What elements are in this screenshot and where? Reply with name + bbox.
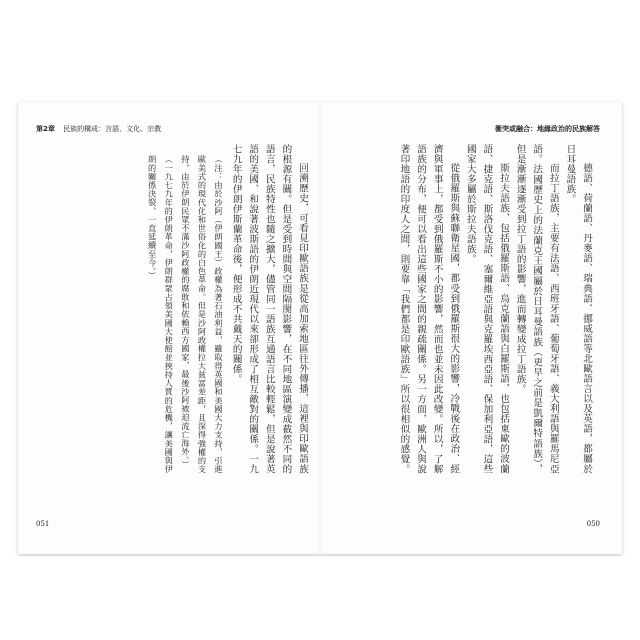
right-page-number: 050 <box>586 520 600 528</box>
left-page-number: 051 <box>36 520 50 528</box>
left-note-1: （注：由於沙阿（伊朗國王）政權為著石油利益，雖取得英國和美國大力支持，引進歐美式的現代化和世俗化的白色革命。但是沙阿政權拉大貧富差距，且深得強權的支持，由於伊朗民眾不滿沙阿政權的腐敗和依賴西方國家，最後沙阿被迫流亡海外。） <box>180 155 225 474</box>
right-paragraph-1: 德語、荷蘭語、丹麥語、瑞典語、挪威語等北歐語言以及英語，都屬於日耳曼語族。 <box>564 144 592 474</box>
right-paragraph-4: 從俄羅斯與蘇聯衛星國，都受到俄羅斯很大的影響，冷戰後在政治、經濟與軍事上，都受到俄羅斯不小的影響，然而也並未因此改變。所以，了解語族的分布，便可以看出這些國家之間的親疏關係。另一方面，歐洲人與說著印地語的印度人之間，則要靠「我們都是印歐語族」所以很相似的感覺。 <box>398 144 460 474</box>
right-page-header: 衝突或融合：地緣政治的民族解答 <box>495 125 600 133</box>
left-page-body <box>88 144 310 474</box>
right-paragraph-3: 斯拉夫語族，包括俄羅斯語、烏克蘭語與白羅斯語，也包括東歐的波蘭語、捷克語、斯洛伐克語、塞爾維亞語與克羅埃西亞語、保加利亞語，這些國家大多屬於斯拉夫語族。 <box>464 144 510 474</box>
left-paragraph-1: 回溯歷史，可看見印歐語族是從高加索地區往外傳播，這裡與印歐語族的根源有關。但是受到時間與空間隔閡影響，在不同地區演變成截然不同的語言，民族特性也隨之擴大，儘管同一語族互通語言比較輕鬆，但是說著英語的美國、和說著波斯語的伊朗近現代以來卻形成了相互敵對的關係。一九七九年的伊朗伊斯蘭革命後，便形成不共戴天的關係。 <box>230 144 308 474</box>
left-page-header <box>36 124 161 134</box>
chapter-label: 第2章 <box>36 125 55 133</box>
right-page-body <box>332 144 594 474</box>
book-gutter <box>318 102 322 554</box>
right-paragraph-2: 而拉丁語族，主要有法語、西班牙語、葡萄牙語、義大利語與羅馬尼亞語。法國歷史上的法蘭克王國屬於日耳曼語族（更早之前是凱爾特語族），但是漸漸逐漸受到拉丁語的影響，進而轉變成拉丁語族。 <box>514 144 559 474</box>
left-note-2: （一九七九年的伊朗革命，伊朗群眾占領美國大使館並挾持人質的危機，讓美國與伊朗的關係決裂，一直延續至今。） <box>147 155 175 474</box>
chapter-title: 民族的構成：言語、文化、宗教 <box>63 125 162 133</box>
